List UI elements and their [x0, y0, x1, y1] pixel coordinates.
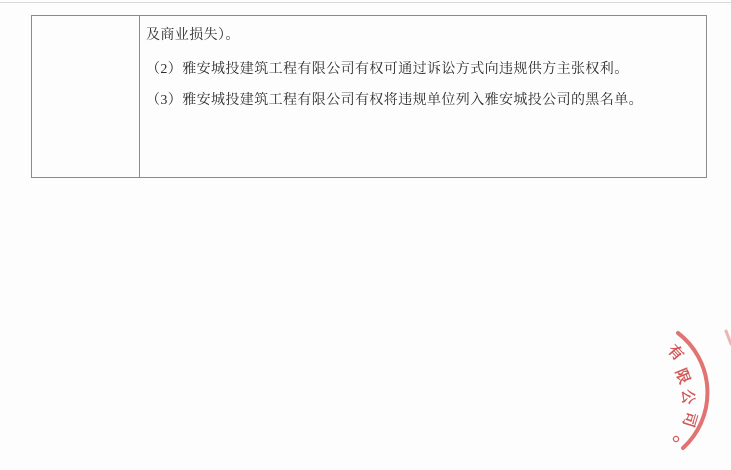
table-cell-label [32, 16, 140, 177]
contract-terms-table [31, 15, 707, 178]
clause-paragraph-2: （2）雅安城投建筑工程有限公司有权可通过诉讼方式向违规供方主张权利。 [146, 62, 629, 77]
clause-paragraph-3: （3）雅安城投建筑工程有限公司有权将违规单位列入雅安城投公司的黑名单。 [146, 93, 643, 108]
clause-paragraph-continuation: 及商业损失）。 [146, 28, 240, 43]
seal-edge-fragment [726, 331, 731, 344]
seal-border-arc [678, 333, 707, 448]
seal-character-si: 司 [678, 409, 699, 429]
scan-edge-line [0, 2, 731, 3]
seal-end-dot [673, 436, 678, 441]
table-cell-content [140, 16, 706, 177]
seal-character-gong: 公 [678, 389, 696, 405]
seal-character-you: 有 [664, 342, 686, 365]
seal-character-xian: 限 [671, 366, 692, 387]
